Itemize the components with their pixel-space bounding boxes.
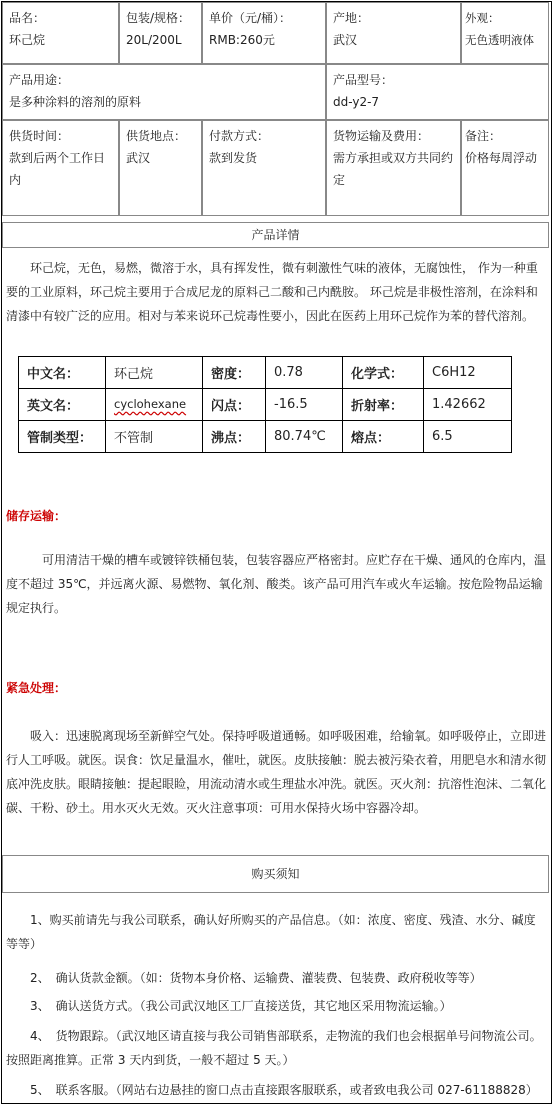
purchase-item: 4、 货物跟踪。（武汉地区请直接与我公司销售部联系，走物流的我们也会根据单号问物流公司。按照距离推算。正常 3 天内到货，一般不超过 5 天。） xyxy=(6,1029,542,1067)
price-value: RMB:260元 xyxy=(209,33,275,47)
purchase-header: 购买须知 xyxy=(2,855,549,893)
spec-row xyxy=(19,421,512,453)
spec-key: 折射率： xyxy=(343,389,424,421)
origin-value: 武汉 xyxy=(333,33,358,47)
package-label: 包装/规格： xyxy=(126,11,191,25)
name-value: 环己烷 xyxy=(9,33,46,47)
shipping-value: 需方承担或双方共同约定 xyxy=(333,151,454,187)
model-cell xyxy=(326,64,549,120)
package-value: 20L/200L xyxy=(126,33,182,47)
supply-time-cell xyxy=(2,120,119,216)
usage-label: 产品用途： xyxy=(9,73,70,87)
purchase-item: 5、 联系客服。（网站右边悬挂的窗口点击直接跟客服联系，或者致电我公司 027-61188828） xyxy=(30,1083,538,1097)
spec-value: -16.5 xyxy=(266,389,343,421)
spec-value: 6.5 xyxy=(424,421,512,453)
spec-value: 不管制 xyxy=(106,421,203,453)
spec-key: 密度： xyxy=(203,357,266,389)
purchase-item: 2、 确认货款金额。（如：货物本身价格、运输费、灌装费、包装费、政府税收等等） xyxy=(30,971,482,985)
spec-key: 管制类型： xyxy=(19,421,106,453)
payment-label: 付款方式： xyxy=(209,129,270,143)
spec-row xyxy=(19,357,512,389)
spec-value: 0.78 xyxy=(266,357,343,389)
spec-value xyxy=(106,389,203,421)
spec-key: 闪点： xyxy=(203,389,266,421)
supply-place-label: 供货地点： xyxy=(126,129,187,143)
name-label: 品名： xyxy=(9,11,46,25)
spec-key: 沸点： xyxy=(203,421,266,453)
spec-value: 1.42662 xyxy=(424,389,512,421)
origin-cell xyxy=(326,2,461,64)
name-cell xyxy=(2,2,119,64)
spec-value: 80.74℃ xyxy=(266,421,343,453)
package-cell xyxy=(119,2,202,64)
spec-table xyxy=(18,356,512,453)
emergency-paragraph: 吸入：迅速脱离现场至新鲜空气处。保持呼吸道通畅。如呼吸困难，给输氧。如呼吸停止，立即进行人工呼吸。就医。误食：饮足量温水，催吐，就医。皮肤接触：脱去被污染衣着，用肥皂水和清水彻底冲洗皮肤。眼睛接触：提起眼睑，用流动清水或生理盐水冲洗。就医。灭火剂：抗溶性泡沫、二氧化碳、干粉、砂土。用水灭火无效。灭火注意事项：可用水保持火场中容器冷却。 xyxy=(6,729,547,815)
details-header: 产品详情 xyxy=(2,222,549,248)
usage-value: 是多种涂料的溶剂的原料 xyxy=(9,95,142,109)
payment-value: 款到发货 xyxy=(209,151,258,165)
supply-time-value: 款到后两个工作日内 xyxy=(9,151,106,187)
spec-row xyxy=(19,389,512,421)
purchase-item: 1、购买前请先与我公司联系，确认好所购买的产品信息。（如：浓度、密度、残渣、水分、碱度等等） xyxy=(6,913,536,951)
intro-paragraph: 环己烷，无色，易燃，微溶于水，具有挥发性，微有刺激性气味的液体，无腐蚀性， 作为一种重要的工业原料，环己烷主要用于合成尼龙的原料己二酸和己内酰胺。 环己烷是非极性溶剂，在涂料和清漆中有较广泛的应用。相对与苯来说环己烷毒性要小，因此在医药上用环己烷作为苯的替代溶剂。 xyxy=(6,261,538,323)
appearance-value: 无色透明液体 xyxy=(465,33,534,47)
spec-value: C6H12 xyxy=(424,357,512,389)
shipping-cell xyxy=(326,120,461,216)
model-value: dd-y2-7 xyxy=(333,95,380,109)
supply-time-label: 供货时间： xyxy=(9,129,70,143)
usage-cell xyxy=(2,64,326,120)
supply-place-value: 武汉 xyxy=(126,151,151,165)
purchase-item: 3、 确认送货方式。（我公司武汉地区工厂直接送货，其它地区采用物流运输。） xyxy=(30,999,452,1013)
price-label: 单价（元/桶）： xyxy=(209,11,292,25)
origin-label: 产地： xyxy=(333,11,370,25)
model-label: 产品型号： xyxy=(333,73,394,87)
spec-key: 英文名： xyxy=(19,389,106,421)
shipping-label: 货物运输及费用： xyxy=(333,129,430,143)
appearance-label: 外观： xyxy=(465,11,500,25)
remark-cell xyxy=(461,120,549,216)
spec-key: 中文名： xyxy=(19,357,106,389)
supply-place-cell xyxy=(119,120,202,216)
spec-key: 化学式： xyxy=(343,357,424,389)
emergency-title: 紧急处理： xyxy=(6,681,67,695)
english-name: cyclohexane xyxy=(114,397,187,411)
remark-label: 备注： xyxy=(465,129,502,143)
appearance-cell xyxy=(461,2,549,64)
price-cell xyxy=(202,2,326,64)
remark-value: 价格每周浮动 xyxy=(465,151,538,165)
storage-title: 储存运输： xyxy=(6,509,67,523)
storage-paragraph: 可用清洁干燥的槽车或镀锌铁桶包装，包装容器应严格密封。应贮存在干燥、通风的仓库内，温度不超过 35℃，并远离火源、易燃物、氧化剂、酸类。该产品可用汽车或火车运输。按危险物品运输规定执行。 xyxy=(6,553,547,615)
spec-value: 环己烷 xyxy=(106,357,203,389)
payment-cell xyxy=(202,120,326,216)
spec-key: 熔点： xyxy=(343,421,424,453)
